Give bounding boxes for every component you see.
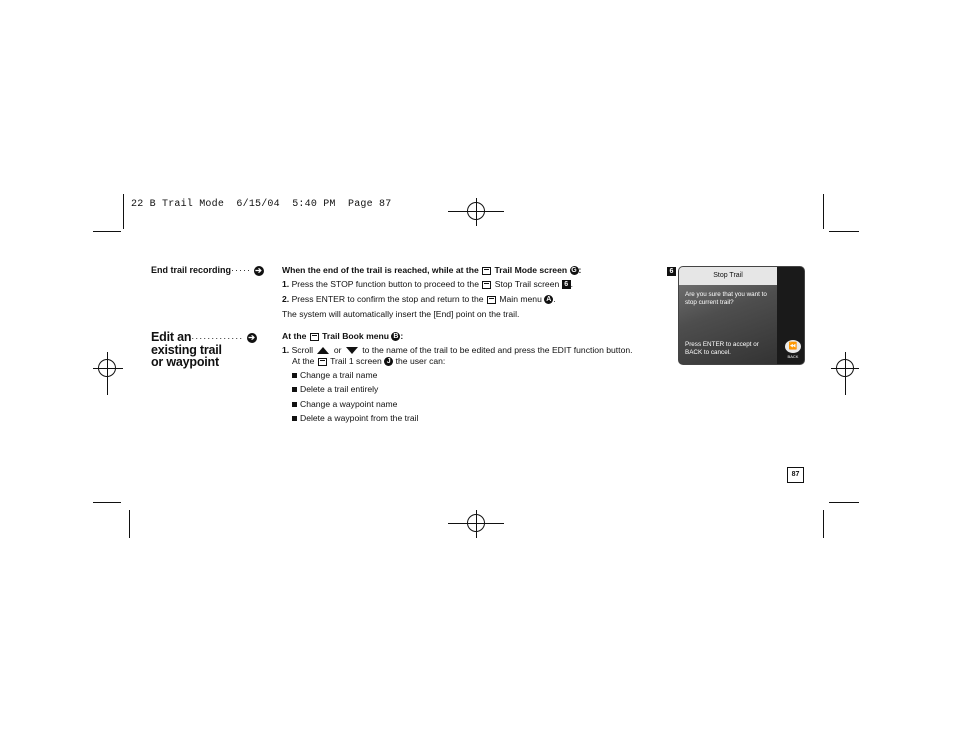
bullet-icon — [292, 373, 297, 378]
device-screen-title: Stop Trail — [679, 267, 777, 285]
device-prompt: Press ENTER to accept or BACK to cancel. — [685, 341, 759, 356]
section1-intro: When the end of the trail is reached, while at the Trail Mode screen G : — [282, 265, 582, 275]
arrow-right-icon: ➔ — [255, 265, 262, 275]
down-arrow-icon — [346, 347, 358, 354]
section2-step1-line2: At the Trail 1 screen J the user can: — [292, 356, 446, 366]
section2-step1: 1. Scroll or to the name of the trail to be edited and press the EDIT function button. — [282, 345, 633, 355]
up-arrow-icon — [317, 347, 329, 354]
section1-step1: 1. Press the STOP function button to proceed to the Stop Trail screen 6 . — [282, 279, 574, 289]
menu-icon — [318, 358, 327, 366]
list-item: Delete a trail entirely — [292, 383, 378, 395]
ref-badge: A — [546, 296, 552, 304]
menu-icon — [310, 333, 319, 341]
ref-badge: 6 — [562, 280, 571, 289]
bullet-icon — [292, 402, 297, 407]
section-label-text: End trail recording — [151, 265, 232, 275]
ref-badge: B — [393, 333, 399, 341]
ref-badge: G — [571, 267, 577, 275]
section1-step2: 2. Press ENTER to confirm the stop and return to the Main menu A . — [282, 294, 556, 304]
section-label-end-trail: End trail recording····· ➔ — [151, 265, 262, 275]
menu-icon — [482, 281, 491, 289]
back-label: BACK — [787, 354, 799, 359]
list-item: Delete a waypoint from the trail — [292, 412, 418, 424]
menu-icon — [487, 296, 496, 304]
section2-intro: At the Trail Book menu B : — [282, 331, 404, 341]
bullet-icon — [292, 416, 297, 421]
device-screen — [679, 267, 777, 364]
device-screenshot — [678, 266, 805, 365]
list-item: Change a waypoint name — [292, 398, 397, 410]
list-item: Change a trail name — [292, 369, 377, 381]
section1-note: The system will automatically insert the [End] point on the trail. — [282, 309, 520, 319]
ref-badge: J — [384, 357, 393, 366]
bullet-icon — [292, 387, 297, 392]
device-question: Are you sure that you want to stop current trail? — [685, 291, 767, 306]
menu-icon — [482, 267, 491, 275]
back-icon: ⏪ — [785, 340, 801, 353]
section-label-edit: Edit an············· ➔ existing trail or waypoint — [151, 330, 255, 369]
arrow-right-icon: ➔ — [248, 332, 255, 342]
figure-label: 6 — [667, 267, 676, 276]
print-slug: 22 B Trail Mode 6/15/04 5:40 PM Page 87 — [131, 199, 392, 210]
page-number: 87 — [787, 467, 804, 483]
